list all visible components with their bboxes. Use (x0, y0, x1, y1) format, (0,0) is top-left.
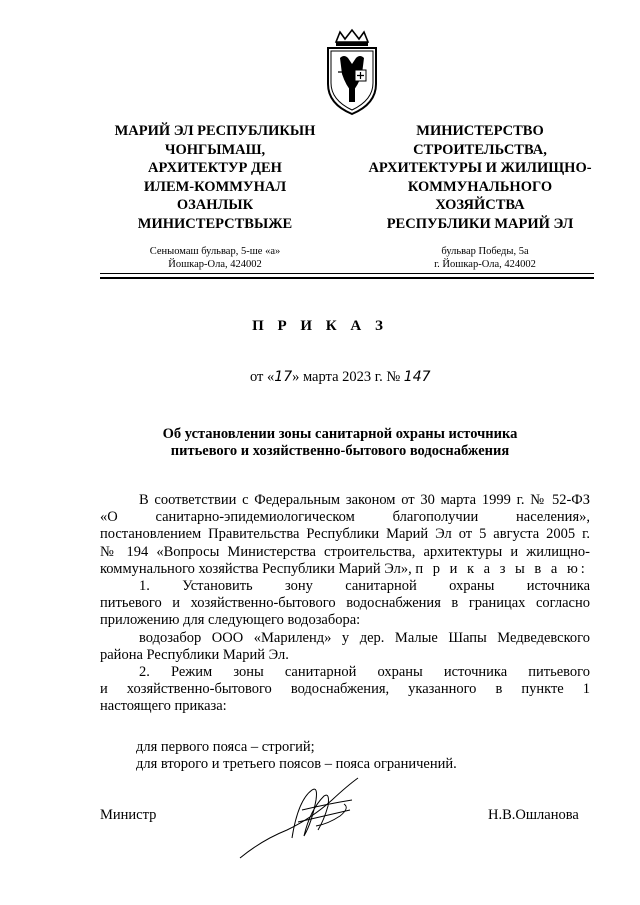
ministry-name-mari (90, 122, 340, 233)
regime-item: для второго и третьего поясов – пояса ограничений. (136, 756, 457, 773)
regime-item: для первого пояса – строгий; (136, 739, 315, 755)
header-left-line: АРХИТЕКТУР ДЕН (148, 160, 282, 176)
signatory-position: Министр (100, 807, 157, 823)
subject-line: питьевого и хозяйственно-бытового водоснабжения (170, 443, 510, 459)
header-left-line: ИЛЕМ-КОММУНАЛ (143, 178, 287, 195)
handwritten-signature-icon (232, 770, 372, 865)
body-line-text: коммунального хозяйства Республики Марий Эл», (100, 560, 412, 577)
header-right-line: СТРОИТЕЛЬСТВА, (413, 141, 547, 158)
coat-of-arms-icon (322, 28, 382, 118)
signatory-name: Н.В.Ошланова (488, 807, 579, 823)
document-number: 147 (403, 369, 431, 385)
subject-line: Об установлении зоны санитарной охраны источника (162, 426, 518, 442)
body-line: постановлением Правительства Республики Марий Эл от 5 августа 2005 г. (100, 526, 590, 543)
body-line (100, 561, 590, 578)
header-left-line: МИНИСТЕРСТВЫЖЕ (137, 215, 293, 232)
document-body (100, 492, 590, 716)
header-right-line: АРХИТЕКТУРЫ И ЖИЛИЩНО- (368, 160, 592, 176)
address-mari (120, 245, 310, 271)
header-right-line: КОММУНАЛЬНОГО (407, 178, 553, 195)
ministry-name-russian (355, 122, 605, 233)
order-word: п р и к а з ы в а ю: (415, 560, 588, 577)
header-left-line: ОЗАНЛЫК (176, 197, 254, 213)
body-line: «О санитарно-эпидемиологическом благополучии населения», (100, 509, 590, 526)
document-date (250, 369, 431, 386)
body-line: приложению для следующего водозабора: (100, 612, 361, 629)
body-line: района Республики Марий Эл. (100, 646, 289, 663)
address-line: Сеныомаш бульвар, 5-ше «а» (149, 246, 281, 257)
body-line: № 194 «Вопросы Министерства строительства, архитектуры и жилищно- (100, 543, 590, 560)
document-subject (110, 426, 570, 460)
address-line: Йошкар-Ола, 424002 (168, 259, 262, 270)
regime-list (136, 739, 576, 773)
body-line: В соответствии с Федеральным законом от 30 марта 1999 г. № 52-ФЗ (139, 492, 590, 508)
header-divider-thick (100, 277, 594, 279)
body-line: и хозяйственно-бытового водоснабжения, указанного в пункте 1 (100, 681, 590, 698)
address-russian (385, 245, 585, 271)
date-middle: » марта 2023 г. № (292, 369, 404, 385)
body-line: 1. Установить зону санитарной охраны источника (139, 578, 590, 595)
header-left-line: ЧОНГЫМАШ, (164, 141, 266, 158)
header-left-line: МАРИЙ ЭЛ РЕСПУБЛИКЫН (114, 123, 316, 139)
document-title: П Р И К А З (252, 318, 388, 334)
header-divider-thin (100, 273, 594, 274)
address-line: бульвар Победы, 5а (441, 246, 529, 257)
body-line: водозабор ООО «Мариленд» у дер. Малые Шапы Медведевского (139, 629, 590, 646)
date-day: 17 (274, 369, 293, 385)
body-line: питьевого и хозяйственно-бытового водоснабжения в границах согласно (100, 595, 590, 612)
address-line: г. Йошкар-Ола, 424002 (434, 259, 536, 270)
header-right-line: РЕСПУБЛИКИ МАРИЙ ЭЛ (386, 215, 574, 232)
header-right-line: ХОЗЯЙСТВА (435, 197, 525, 213)
date-prefix: от « (250, 369, 275, 385)
body-line: 2. Режим зоны санитарной охраны источника питьевого (139, 664, 590, 681)
body-line: настоящего приказа: (100, 698, 227, 715)
header-right-line: МИНИСТЕРСТВО (416, 123, 544, 139)
